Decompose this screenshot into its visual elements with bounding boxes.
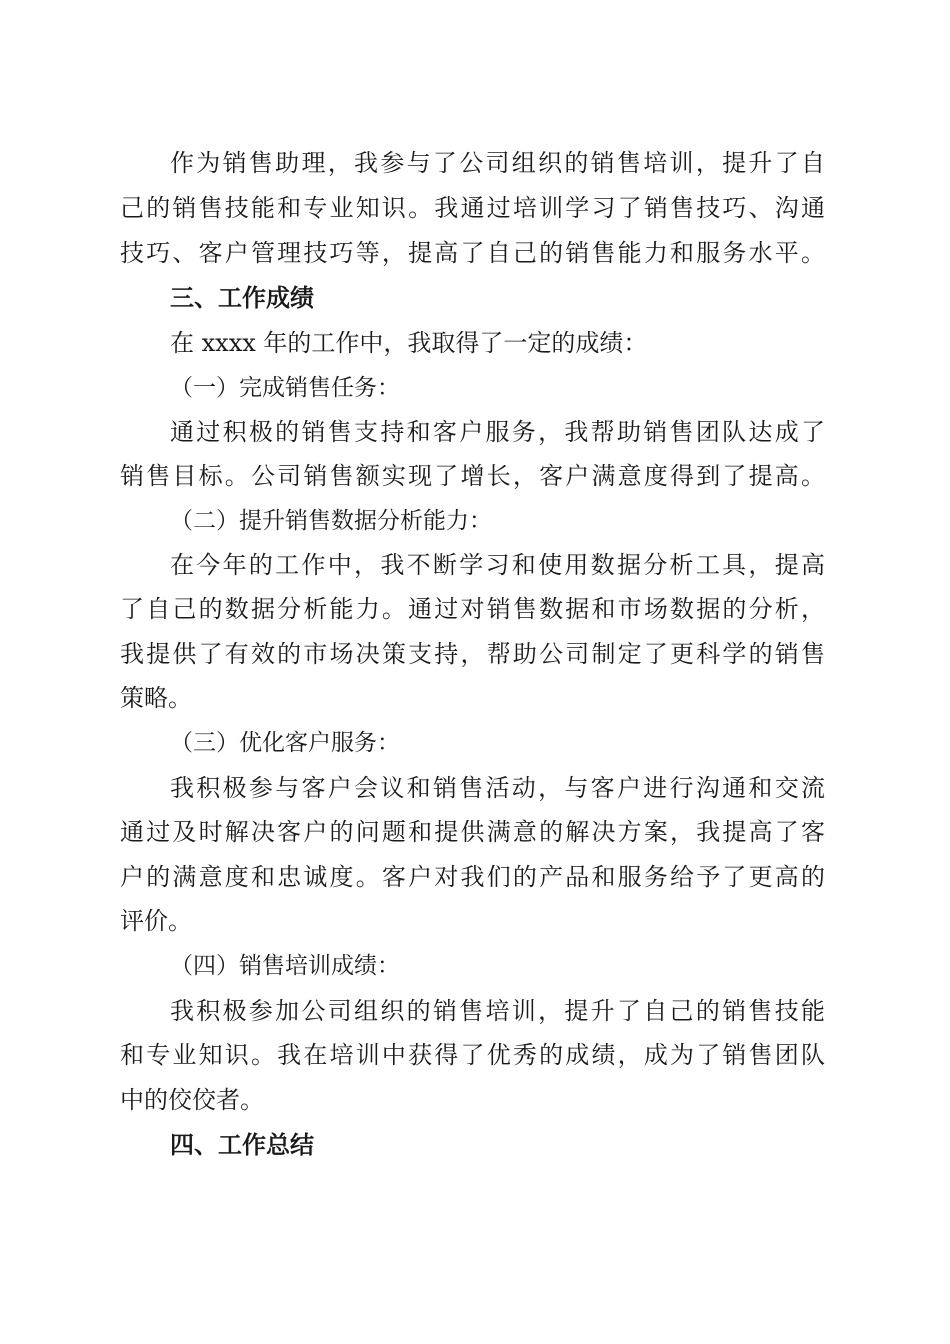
paragraph-line: 了自己的数据分析能力。通过对销售数据和市场数据的分析， — [120, 595, 825, 623]
section-heading: 四、工作总结 — [170, 1131, 314, 1159]
paragraph-line: 户的满意度和忠诚度。客户对我们的产品和服务给予了更高的 — [120, 863, 825, 891]
paragraph-line: 中的佼佼者。 — [120, 1086, 264, 1114]
paragraph-line: 通过积极的销售支持和客户服务，我帮助销售团队达成了 — [170, 418, 825, 446]
paragraph-line: 策略。 — [120, 684, 192, 712]
paragraph-line: 我积极参加公司组织的销售培训，提升了自己的销售技能 — [170, 997, 825, 1025]
subsection-heading: （四）销售培训成绩： — [170, 953, 400, 979]
paragraph-line: 在 xxxx 年的工作中，我取得了一定的成绩： — [170, 329, 648, 357]
paragraph-line: 评价。 — [120, 907, 192, 935]
paragraph-line: 作为销售助理，我参与了公司组织的销售培训，提升了自 — [170, 149, 825, 177]
subsection-heading: （三）优化客户服务： — [170, 730, 400, 756]
paragraph-line: 通过及时解决客户的问题和提供满意的解决方案，我提高了客 — [120, 818, 825, 846]
subsection-heading: （一）完成销售任务： — [170, 375, 400, 401]
paragraph-line: 我提供了有效的市场决策支持，帮助公司制定了更科学的销售 — [120, 640, 825, 668]
paragraph-line: 销售目标。公司销售额实现了增长，客户满意度得到了提高。 — [120, 462, 825, 490]
paragraph-line: 己的销售技能和专业知识。我通过培训学习了销售技巧、沟通 — [120, 194, 825, 222]
paragraph-line: 在今年的工作中，我不断学习和使用数据分析工具，提高 — [170, 551, 825, 579]
section-heading: 三、工作成绩 — [170, 284, 314, 312]
paragraph-line: 我积极参与客户会议和销售活动，与客户进行沟通和交流 — [170, 774, 825, 802]
paragraph-line: 技巧、客户管理技巧等，提高了自己的销售能力和服务水平。 — [120, 239, 825, 267]
paragraph-line: 和专业知识。我在培训中获得了优秀的成绩，成为了销售团队 — [120, 1041, 825, 1069]
subsection-heading: （二）提升销售数据分析能力： — [170, 508, 492, 534]
